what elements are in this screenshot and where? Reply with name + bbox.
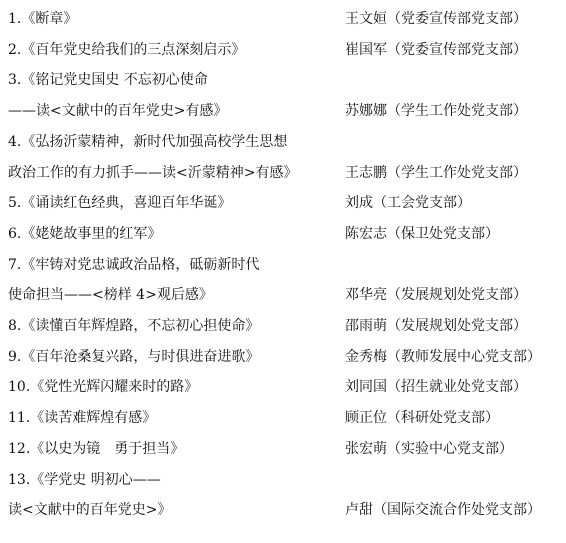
- entry-title: 9.《百年沧桑复兴路，与时俱进奋进歌》: [8, 348, 260, 365]
- entry-line: [0, 254, 566, 276]
- entry-author: 刘成（工会党支部）: [345, 195, 471, 212]
- entry-title: 2.《百年党史给我们的三点深刻启示》: [8, 41, 246, 58]
- entry-line: [0, 39, 566, 61]
- entry-line: [0, 407, 566, 429]
- entry-title: ——读<文献中的百年党史>有感》: [8, 103, 228, 120]
- entry-line: [0, 315, 566, 337]
- entry-author: 苏娜娜（学生工作处党支部）: [345, 103, 527, 120]
- entry-title: 政治工作的有力抓手——读<沂蒙精神>有感》: [8, 164, 298, 181]
- entry-author: 刘同国（招生就业处党支部）: [345, 379, 527, 396]
- entry-author: 邓华亮（发展规划处党支部）: [345, 287, 527, 304]
- entry-title: 10.《党性光辉闪耀来时的路》: [8, 379, 199, 396]
- entry-title: 8.《读懂百年辉煌路，不忘初心担使命》: [8, 318, 260, 334]
- entry-title: 1.《断章》: [8, 11, 78, 27]
- entry-title: 6.《姥姥故事里的红军》: [8, 225, 162, 242]
- entry-line: [0, 8, 566, 30]
- entry-title: 使命担当——<榜样 4>观后感》: [8, 287, 213, 304]
- entry-title: 12.《以史为镜 勇于担当》: [8, 440, 185, 457]
- entry-line: [0, 438, 566, 460]
- entry-author: 崔国军（党委宣传部党支部）: [345, 41, 527, 58]
- entry-title: 13.《学党史 明初心——: [8, 471, 161, 488]
- entry-line: [0, 69, 566, 91]
- entry-line: [0, 284, 566, 306]
- entry-author: 卢甜（国际交流合作处党支部）: [345, 502, 541, 519]
- entry-title: 7.《牢铸对党忠诚政治品格，砥砺新时代: [8, 256, 260, 273]
- entry-line: [0, 499, 566, 521]
- entry-line: [0, 131, 566, 153]
- entry-title: 3.《铭记党史国史 不忘初心使命: [8, 72, 208, 89]
- entry-line: [0, 469, 566, 491]
- entry-author: 邵雨萌（发展规划处党支部）: [345, 318, 527, 334]
- entry-title: 5.《诵读红色经典，喜迎百年华诞》: [8, 195, 232, 212]
- entry-author: 王文姮（党委宣传部党支部）: [345, 11, 527, 27]
- entry-title: 4.《弘扬沂蒙精神，新时代加强高校学生思想: [8, 133, 288, 150]
- entry-title: 读<文献中的百年党史>》: [8, 502, 172, 519]
- entry-line: [0, 192, 566, 214]
- entry-line: [0, 223, 566, 245]
- entry-author: 陈宏志（保卫处党支部）: [345, 225, 499, 242]
- entry-line: [0, 376, 566, 398]
- entry-author: 张宏萌（实验中心党支部）: [345, 440, 513, 457]
- entry-author: 金秀梅（教师发展中心党支部）: [345, 348, 541, 365]
- entry-author: 顾正位（科研处党支部）: [345, 410, 499, 427]
- entry-line: [0, 346, 566, 368]
- entry-line: [0, 162, 566, 184]
- entry-title: 11.《读苦难辉煌有感》: [8, 410, 157, 427]
- entry-line: [0, 100, 566, 122]
- entry-author: 王志鹏（学生工作处党支部）: [345, 164, 527, 181]
